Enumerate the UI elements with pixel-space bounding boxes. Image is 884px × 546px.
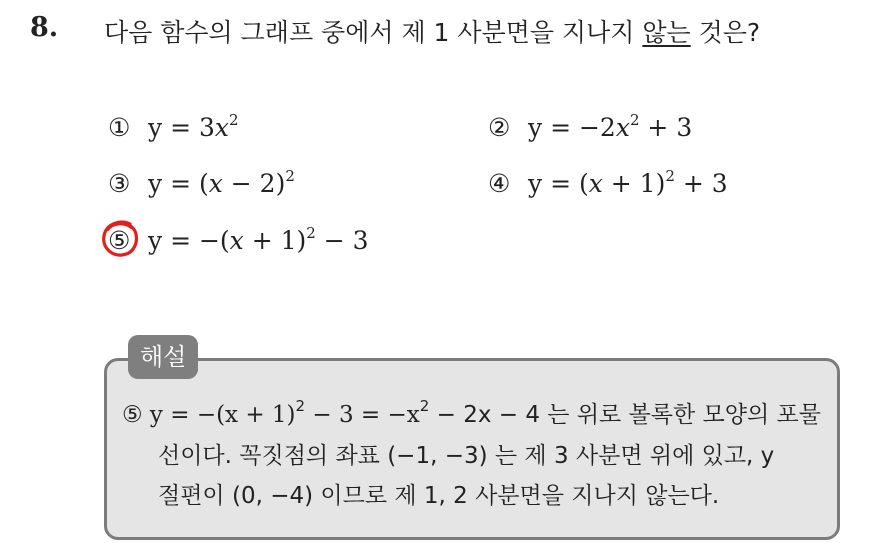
question-text-before: 다음 함수의 그래프 중에서 제 1 사분면을 지나지 <box>104 18 643 47</box>
choice-1-var: x <box>214 113 229 142</box>
choice-5-marker: ⑤ <box>108 226 131 255</box>
choice-4-post: + 3 <box>674 169 728 198</box>
explanation-line-1-c: − 2x − 4 는 위로 볼록한 모양의 포물 <box>429 402 821 428</box>
choice-3-marker: ③ <box>108 169 131 198</box>
explanation-tag: 해설 <box>128 335 198 379</box>
choice-4-var: x <box>588 169 603 198</box>
explanation-line-1-b: − 3 = −x <box>305 402 420 428</box>
explanation-line-1-sup2: 2 <box>419 397 430 415</box>
choice-5-sup: 2 <box>306 224 316 242</box>
choice-3[interactable] <box>108 169 295 198</box>
choice-2[interactable] <box>488 113 692 142</box>
choice-4[interactable] <box>488 169 728 198</box>
choice-1[interactable] <box>108 113 239 142</box>
choice-2-var: x <box>615 113 630 142</box>
explanation-line-1-a: ⑤ y = −(x + 1) <box>122 402 296 428</box>
choice-4-mid: + 1) <box>602 169 666 198</box>
choice-3-mid: − 2) <box>222 169 286 198</box>
choice-5[interactable] <box>108 226 369 255</box>
choice-4-pre: y = ( <box>528 169 589 198</box>
choice-3-var: x <box>208 169 223 198</box>
explanation-line-3: 절편이 (0, −4) 이므로 제 1, 2 사분면을 지나지 않는다. <box>158 483 720 509</box>
explanation-line-2: 선이다. 꼭짓점의 좌표 (−1, −3) 는 제 3 사분면 위에 있고, y <box>158 443 775 469</box>
choice-5-post: − 3 <box>315 226 369 255</box>
explanation-line-1 <box>122 396 821 429</box>
choice-2-marker: ② <box>488 113 511 142</box>
choice-5-pre: y = −( <box>148 226 230 255</box>
explanation-line-1-sup: 2 <box>295 397 306 415</box>
choice-4-sup: 2 <box>665 167 675 185</box>
choice-1-pre: y = 3 <box>148 113 215 142</box>
question-text-underlined: 않는 <box>642 18 691 47</box>
choice-3-pre: y = ( <box>148 169 209 198</box>
choice-3-sup: 2 <box>285 167 295 185</box>
question-text <box>104 13 760 49</box>
choice-5-var: x <box>229 226 244 255</box>
choice-4-marker: ④ <box>488 169 511 198</box>
question-number: 8. <box>30 12 59 43</box>
choice-1-marker: ① <box>108 113 131 142</box>
choice-1-sup: 2 <box>228 111 239 129</box>
choice-5-mid: + 1) <box>243 226 307 255</box>
choice-2-post: + 3 <box>639 113 693 142</box>
choice-2-sup: 2 <box>629 111 640 129</box>
choice-2-pre: y = −2 <box>528 113 616 142</box>
question-text-after: 것은? <box>690 18 761 47</box>
answer-circle-mark <box>100 218 140 258</box>
